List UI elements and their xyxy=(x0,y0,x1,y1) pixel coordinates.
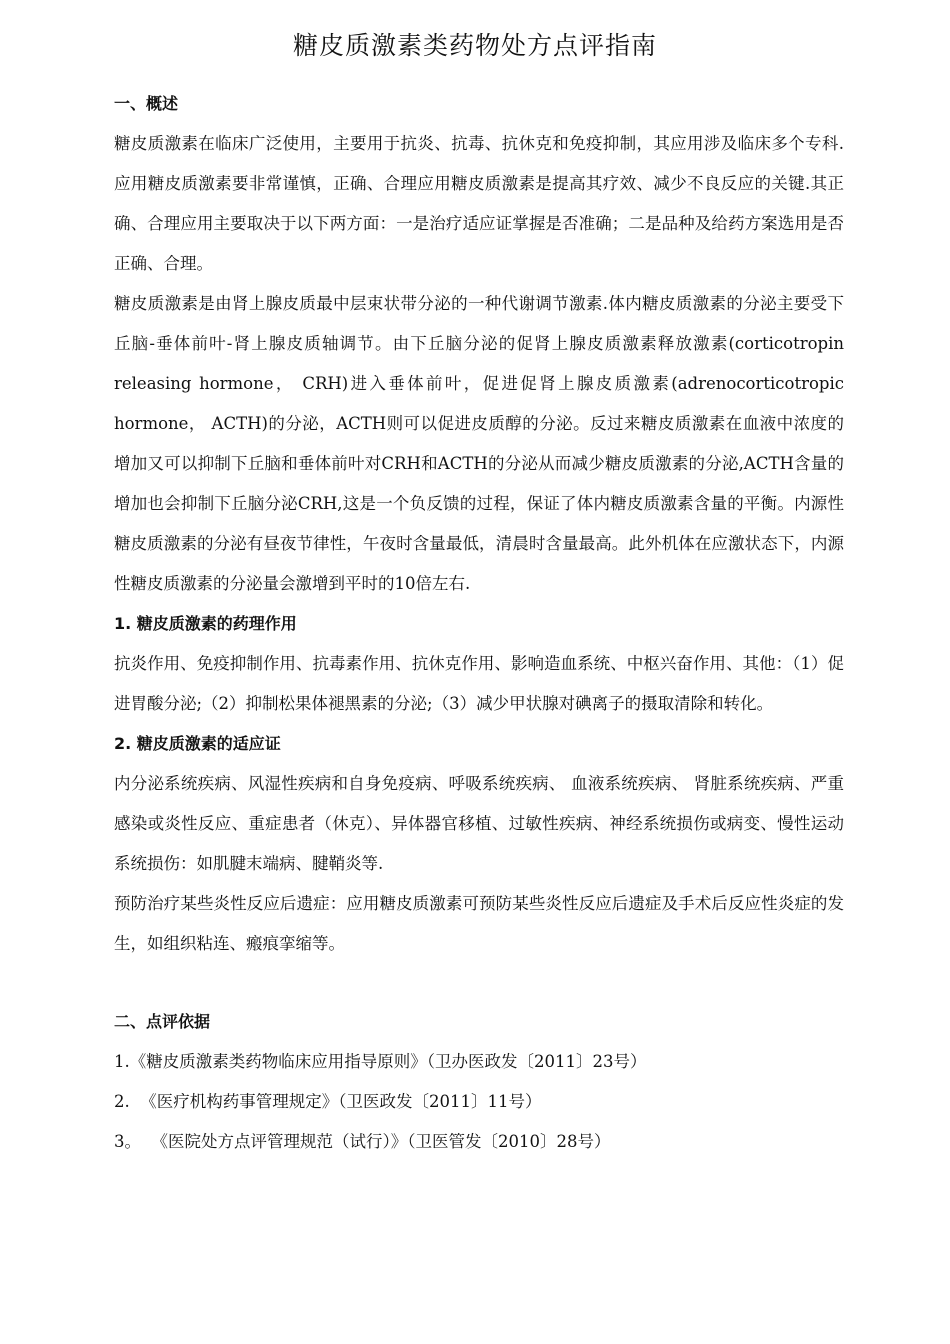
reference-item-2: 2. 《医疗机构药事管理规定》（卫医政发〔2011〕11号） xyxy=(114,1092,542,1111)
overview-paragraph-2: 糖皮质激素是由肾上腺皮质最中层束状带分泌的一种代谢调节激素.体内糖皮质激素的分泌主要受下丘脑-垂体前叶-肾上腺皮质轴调节。由下丘脑分泌的促肾上腺皮质激素释放激素(corticotropin releasing hormone， CRH)进入垂体前叶，促进促肾上腺皮质激素(adrenocorticotropic hormone， ACTH)的分泌，ACTH则可以促进皮质醇的分泌。反过来糖皮质激素在血液中浓度的增加又可以抑制下丘脑和垂体前叶对CRH和ACTH的分泌从而减少糖皮质激素的分泌,ACTH含量的增加也会抑制下丘脑分泌CRH,这是一个负反馈的过程，保证了体内糖皮质激素含量的平衡。内源性糖皮质激素的分泌有昼夜节律性，午夜时含量最低，清晨时含量最高。此外机体在应激状态下，内源性糖皮质激素的分泌量会激增到平时的10倍左右. xyxy=(114,294,844,593)
document-title: 糖皮质激素类药物处方点评指南 xyxy=(292,31,657,60)
subsection-heading-indications: 2. 糖皮质激素的适应证 xyxy=(114,734,281,753)
section-heading-overview: 一、概述 xyxy=(114,94,179,113)
section-spacer xyxy=(114,964,844,1002)
indications-paragraph-2: 预防治疗某些炎性反应后遗症：应用糖皮质激素可预防某些炎性反应后遗症及手术后反应性炎症的发生，如组织粘连、瘢痕挛缩等。 xyxy=(114,894,844,953)
document-body xyxy=(114,84,844,1162)
subsection-heading-pharmacology: 1. 糖皮质激素的药理作用 xyxy=(114,614,297,633)
overview-paragraph-1: 糖皮质激素在临床广泛使用，主要用于抗炎、抗毒、抗休克和免疫抑制，其应用涉及临床多个专科.应用糖皮质激素要非常谨慎，正确、合理应用糖皮质激素是提高其疗效、减少不良反应的关键.其正确、合理应用主要取决于以下两方面：一是治疗适应证掌握是否准确；二是品种及给药方案选用是否正确、合理。 xyxy=(114,134,844,273)
pharmacology-paragraph: 抗炎作用、免疫抑制作用、抗毒素作用、抗休克作用、影响造血系统、中枢兴奋作用、其他：（1）促进胃酸分泌;（2）抑制松果体褪黑素的分泌;（3）减少甲状腺对碘离子的摄取清除和转化。 xyxy=(114,654,844,713)
indications-paragraph-1: 内分泌系统疾病、风湿性疾病和自身免疫病、呼吸系统疾病、 血液系统疾病、 肾脏系统疾病、严重感染或炎性反应、重症患者（休克）、异体器官移植、过敏性疾病、神经系统损伤或病变、慢性运动系统损伤：如肌腱末端病、腱鞘炎等. xyxy=(114,774,844,873)
section-heading-basis: 二、点评依据 xyxy=(114,1012,211,1031)
reference-item-1: 1.《糖皮质激素类药物临床应用指导原则》（卫办医政发〔2011〕23号） xyxy=(114,1052,647,1071)
reference-item-3: 3。 《医院处方点评管理规范（试行）》（卫医管发〔2010〕28号） xyxy=(114,1132,611,1151)
